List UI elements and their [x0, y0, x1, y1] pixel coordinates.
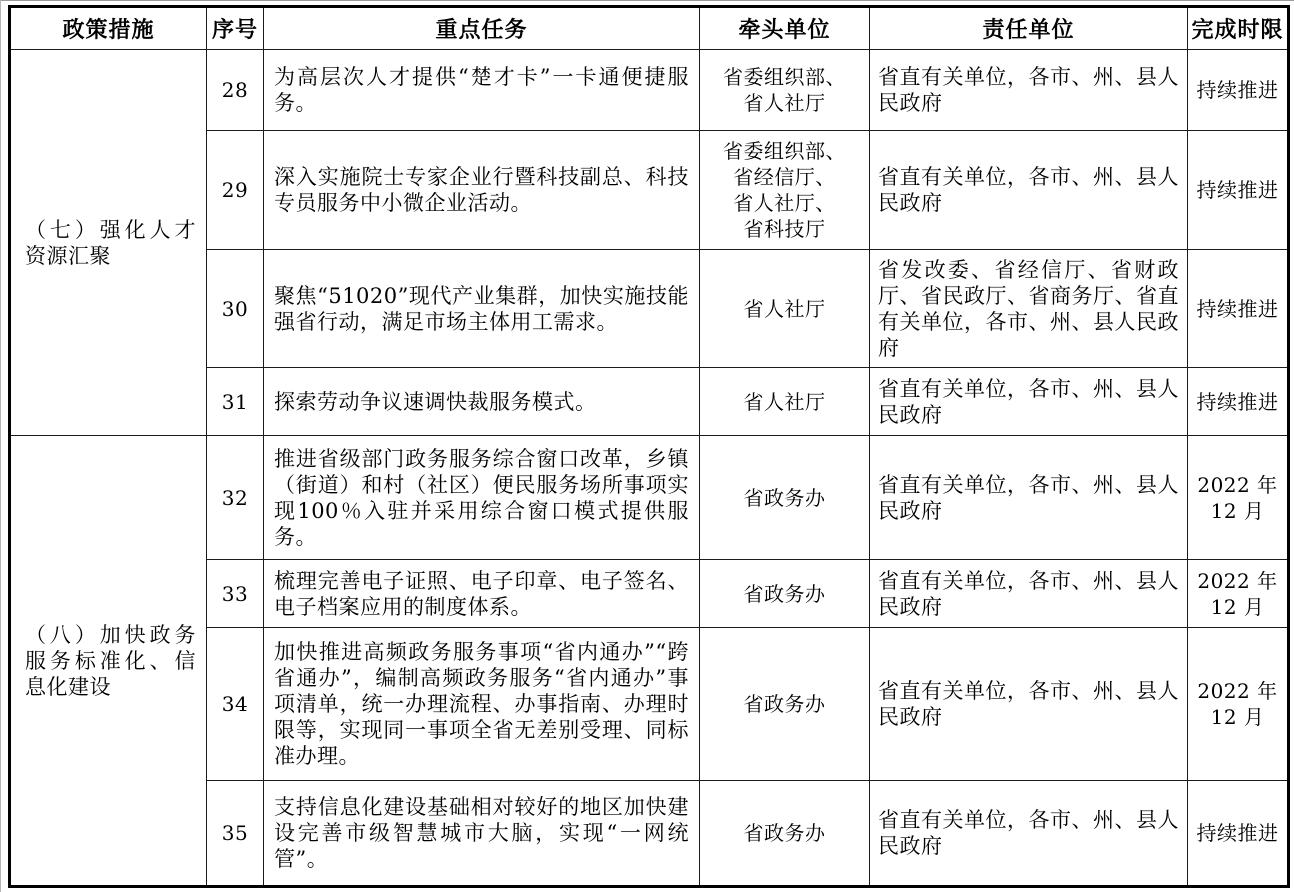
cell-lead-unit — [700, 436, 870, 560]
cell-measure-group8 — [10, 436, 207, 887]
cell-number: 28 — [207, 50, 264, 131]
cell-number: 30 — [207, 250, 264, 368]
lead-unit-line: 省委组织部、 — [723, 65, 846, 89]
cell-task: 推进省级部门政务服务综合窗口改革，乡镇（街道）和村（社区）便民服务场所事项实现100％入驻并采用综合窗口模式提供服务。 — [264, 436, 700, 560]
cell-deadline — [1188, 368, 1289, 436]
column-header-task: 重点任务 — [264, 7, 700, 50]
lead-unit-line: 省委组织部、 — [723, 139, 846, 163]
column-header-measure: 政策措施 — [10, 7, 207, 50]
cell-responsible-unit: 省直有关单位，各市、州、县人民政府 — [870, 628, 1188, 781]
cell-measure-group7 — [10, 50, 207, 436]
cell-lead-unit — [700, 781, 870, 887]
page-left-rule — [0, 0, 1, 892]
lead-unit-line: 省政务办 — [743, 821, 826, 845]
deadline-line: 2022 年 — [1197, 472, 1278, 497]
cell-task: 加快推进高频政务服务事项“省内通办”“跨省通办”，编制高频政务服务“省内通办”事项清单，统一办理流程、办事指南、办理时限等，实现同一事项全省无差别受理、同标准办理。 — [264, 628, 700, 781]
measure-line: 息化建设 — [25, 674, 111, 699]
column-header-deadline: 完成时限 — [1188, 7, 1289, 50]
deadline-line: 持续推进 — [1196, 178, 1279, 202]
cell-lead-unit — [700, 560, 870, 628]
cell-responsible-unit: 省直有关单位，各市、州、县人民政府 — [870, 560, 1188, 628]
page-top-rule — [0, 0, 1294, 1]
cell-lead-unit — [700, 131, 870, 250]
cell-deadline — [1188, 50, 1289, 131]
cell-deadline — [1188, 781, 1289, 887]
cell-task: 为高层次人才提供“楚才卡”一卡通便捷服务。 — [264, 50, 700, 131]
cell-responsible-unit: 省直有关单位，各市、州、县人民政府 — [870, 368, 1188, 436]
cell-lead-unit — [700, 50, 870, 131]
cell-deadline — [1188, 436, 1289, 560]
lead-unit-line: 省人社厅 — [743, 296, 826, 321]
measure-line: （八）加快政务 — [25, 622, 196, 647]
deadline-line: 持续推进 — [1196, 821, 1279, 845]
measure-line: 服务标准化、信 — [25, 648, 196, 673]
cell-responsible-unit: 省直有关单位，各市、州、县人民政府 — [870, 50, 1188, 131]
header-row — [10, 7, 1289, 50]
lead-unit-line: 省政务办 — [743, 485, 826, 510]
table-row-28 — [10, 50, 1289, 131]
measure-line: 资源汇聚 — [25, 243, 111, 268]
measure-line: （七）强化人才 — [25, 217, 196, 242]
cell-responsible-unit: 省直有关单位，各市、州、县人民政府 — [870, 781, 1188, 887]
deadline-line: 12 月 — [1210, 498, 1265, 523]
column-header-responsible-unit: 责任单位 — [870, 7, 1188, 50]
cell-number: 35 — [207, 781, 264, 887]
deadline-line: 2022 年 — [1197, 568, 1278, 593]
cell-deadline — [1188, 560, 1289, 628]
table-row-32 — [10, 436, 1289, 560]
lead-unit-line: 省政务办 — [743, 581, 826, 606]
cell-task: 深入实施院士专家企业行暨科技副总、科技专员服务中小微企业活动。 — [264, 131, 700, 250]
cell-responsible-unit: 省发改委、省经信厅、省财政厅、省民政厅、省商务厅、省直有关单位，各市、州、县人民政府 — [870, 250, 1188, 368]
cell-task: 聚焦“51020”现代产业集群，加快实施技能强省行动，满足市场主体用工需求。 — [264, 250, 700, 368]
cell-task: 支持信息化建设基础相对较好的地区加快建设完善市级智慧城市大脑，实现“一网统管”。 — [264, 781, 700, 887]
deadline-line: 持续推进 — [1196, 389, 1279, 414]
lead-unit-line: 省经信厅、 — [733, 165, 836, 189]
deadline-line: 持续推进 — [1196, 78, 1279, 102]
lead-unit-line: 省人社厅 — [743, 91, 826, 115]
cell-responsible-unit: 省直有关单位，各市、州、县人民政府 — [870, 131, 1188, 250]
deadline-line: 12 月 — [1210, 705, 1265, 729]
policy-table-container — [8, 5, 1290, 888]
lead-unit-line: 省人社厅 — [743, 389, 826, 414]
cell-deadline — [1188, 628, 1289, 781]
deadline-line: 2022 年 — [1197, 679, 1278, 703]
cell-number: 29 — [207, 131, 264, 250]
cell-deadline — [1188, 250, 1289, 368]
cell-number: 34 — [207, 628, 264, 781]
deadline-line: 持续推进 — [1196, 296, 1279, 321]
lead-unit-line: 省人社厅、 — [733, 191, 836, 215]
cell-number: 32 — [207, 436, 264, 560]
column-header-lead-unit: 牵头单位 — [700, 7, 870, 50]
deadline-line: 12 月 — [1210, 594, 1265, 619]
column-header-number: 序号 — [207, 7, 264, 50]
cell-number: 31 — [207, 368, 264, 436]
lead-unit-line: 省科技厅 — [743, 217, 826, 241]
cell-number: 33 — [207, 560, 264, 628]
cell-lead-unit — [700, 628, 870, 781]
policy-measures-table — [8, 5, 1290, 888]
cell-task: 梳理完善电子证照、电子印章、电子签名、电子档案应用的制度体系。 — [264, 560, 700, 628]
cell-lead-unit — [700, 368, 870, 436]
lead-unit-line: 省政务办 — [743, 692, 826, 716]
cell-responsible-unit: 省直有关单位，各市、州、县人民政府 — [870, 436, 1188, 560]
cell-lead-unit — [700, 250, 870, 368]
cell-task: 探索劳动争议速调快裁服务模式。 — [264, 368, 700, 436]
cell-deadline — [1188, 131, 1289, 250]
